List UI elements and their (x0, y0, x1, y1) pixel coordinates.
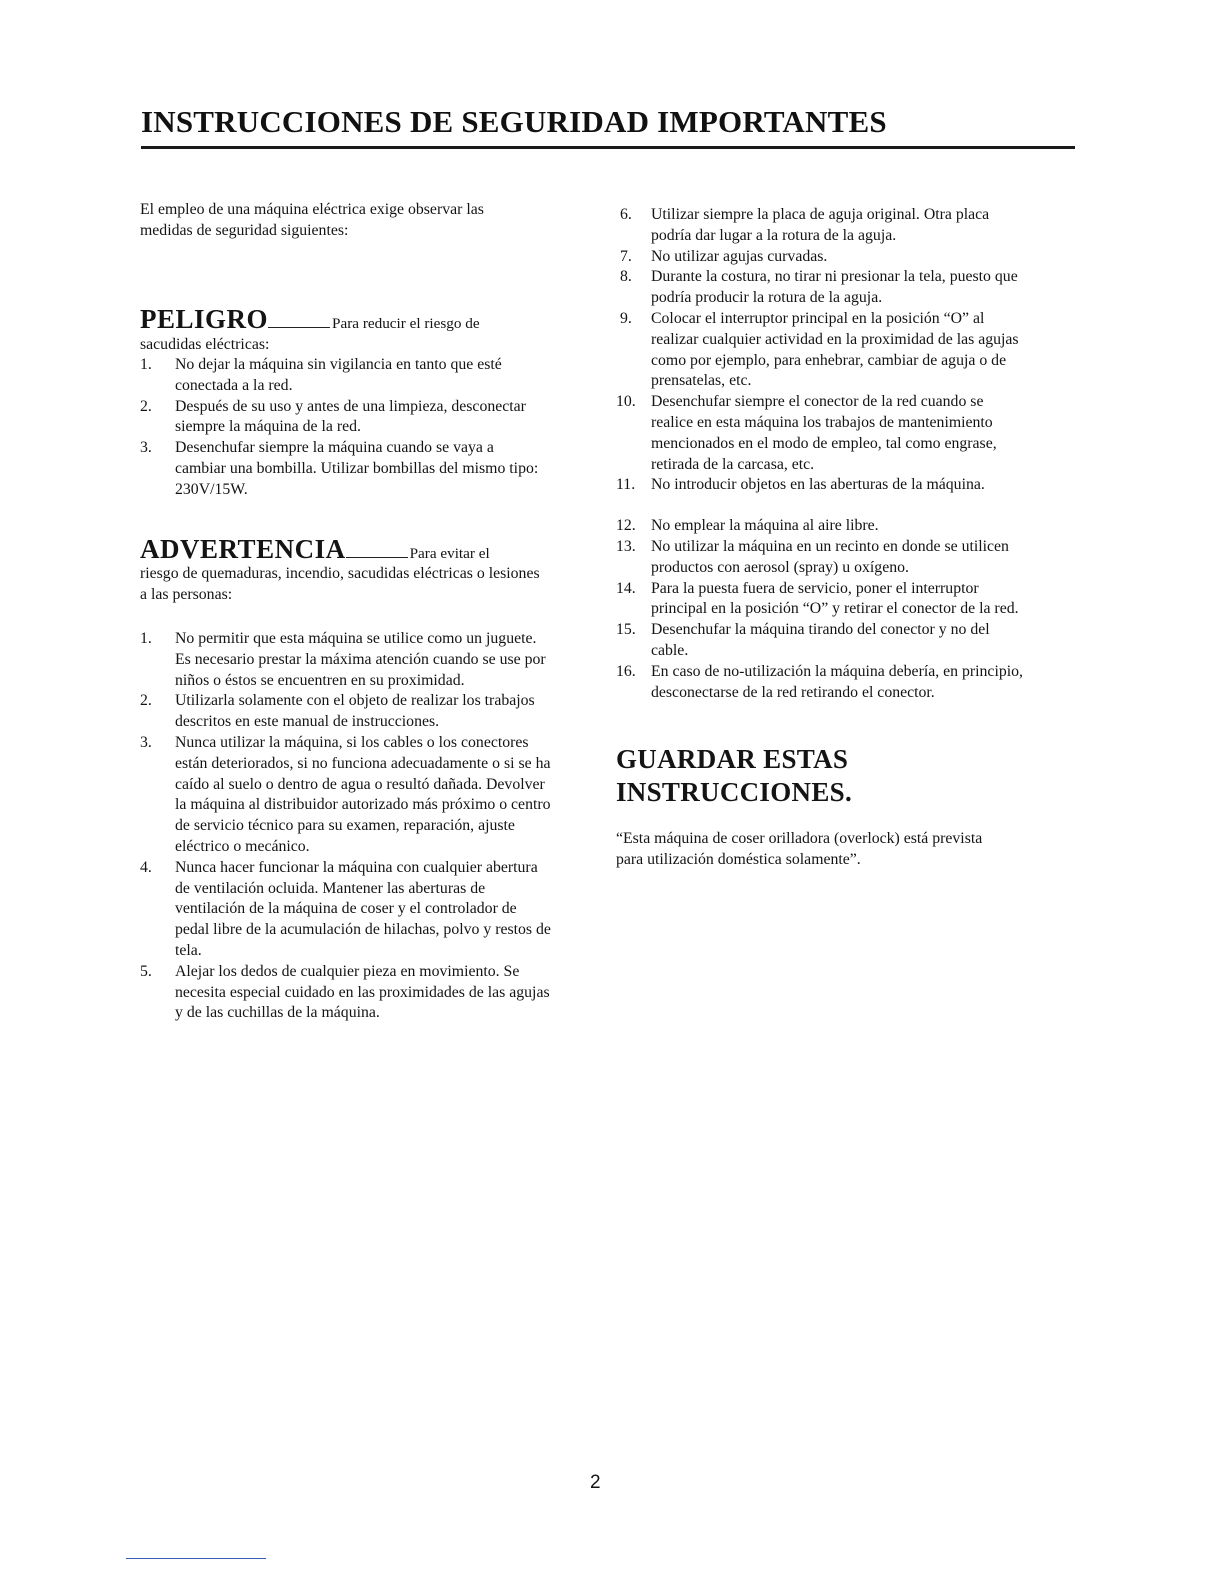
list-item: 2. Utilizarla solamente con el objeto de realizar los trabajos descritos en este manual de instrucciones. (140, 692, 535, 731)
peligro-heading (140, 305, 570, 335)
domestic-use-note: “Esta máquina de coser orilladora (overlock) está prevista para utilización doméstica solamente”. (616, 830, 983, 868)
peligro-tail: Para reducir el riesgo de (332, 315, 480, 332)
title-rule (141, 146, 1075, 149)
list-item: 14. Para la puesta fuera de servicio, poner el interruptor principal en la posición “O” y retirar el conector de la red. (616, 579, 1019, 618)
peligro-underline (268, 326, 330, 328)
list-item: 7. No utilizar agujas curvadas. (620, 247, 828, 265)
peligro-title: PELIGRO (140, 304, 269, 334)
list-item: 4. Nunca hacer funcionar la máquina con cualquier abertura de ventilación ocluida. Mantener las aberturas de ventilación de la máquina de coser y el controlador de pedal libre de la acumulación de hilachas, polvo y restos de tela. (140, 858, 551, 960)
footnote-rule (126, 1558, 266, 1559)
list-item: 1. No permitir que esta máquina se utilice como un juguete. Es necesario prestar la máxima atención cuando se use por niños o éstos se encuentren en su proximidad. (140, 630, 546, 689)
list-item: 5. Alejar los dedos de cualquier pieza en movimiento. Se necesita especial cuidado en las proximidades de las agujas y de las cuchillas de la máquina. (140, 962, 550, 1022)
right-list-a (616, 205, 1024, 496)
advertencia-tail: Para evitar el (409, 544, 490, 562)
list-item: 13. No utilizar la máquina en un recinto en donde se utilicen productos con aerosol (spray) u oxígeno. (616, 537, 1009, 576)
advertencia-list (140, 629, 552, 1024)
page-number: 2 (590, 1472, 601, 1493)
intro-paragraph: El empleo de una máquina eléctrica exige observar las medidas de seguridad siguientes: (140, 201, 484, 239)
left-column (140, 200, 570, 1024)
list-item: 16. En caso de no-utilización la máquina debería, en principio, desconectarse de la red retirando el conector. (616, 662, 1023, 701)
advertencia-heading (140, 535, 570, 565)
list-item: 11. No introducir objetos en las aberturas de la máquina. (616, 476, 985, 494)
advertencia-title: ADVERTENCIA (140, 533, 346, 564)
list-item: 8. Durante la costura, no tirar ni presionar la tela, puesto que podría producir la rotura de la aguja. (620, 268, 1018, 307)
list-item: 9. Colocar el interruptor principal en la posición “O” al realizar cualquier actividad en la proximidad de las agujas como por ejemplo, para enhebrar, cambiar de aguja o de prensatelas, etc. (620, 309, 1019, 390)
list-item: 15. Desenchufar la máquina tirando del conector y no del cable. (616, 621, 990, 659)
peligro-list (140, 355, 540, 501)
guardar-heading-line2: INSTRUCCIONES. (616, 777, 853, 808)
advertencia-continuation: riesgo de quemaduras, incendio, sacudidas eléctricas o lesiones a las personas: (140, 565, 540, 603)
list-item: 6. Utilizar siempre la placa de aguja original. Otra placa podría dar lugar a la rotura de la aguja. (620, 206, 990, 244)
list-item: 2. Después de su uso y antes de una limpieza, desconectar siempre la máquina de la red. (140, 397, 526, 436)
right-list-b (616, 516, 1024, 703)
page-title: INSTRUCCIONES DE SEGURIDAD IMPORTANTES (141, 104, 887, 139)
guardar-heading-line1: GUARDAR ESTAS (616, 744, 849, 775)
peligro-continuation: sacudidas eléctricas: (140, 335, 270, 353)
advertencia-underline (346, 556, 408, 558)
list-item: 3. Desenchufar siempre la máquina cuando se vaya a cambiar una bombilla. Utilizar bombillas del mismo tipo: 230V/15W. (140, 439, 539, 498)
list-item: 3. Nunca utilizar la máquina, si los cables o los conectores están deteriorados, si no funciona adecuadamente o si se ha caído al suelo o dentro de agua o resultó dañada. Devolver la máquina al distribuidor autorizado más próximo o centro de servicio técnico para su examen, reparación, ajuste eléctrico o mecánico. (140, 734, 551, 856)
list-item: 10. Desenchufar siempre el conector de la red cuando se realice en esta máquina los trabajos de mantenimiento mencionados en el modo de empleo, tal como engrase, retirada de la carcasa, etc. (616, 393, 997, 473)
list-item: 1. No dejar la máquina sin vigilancia en tanto que esté conectada a la red. (140, 356, 502, 394)
right-column (616, 205, 1046, 870)
list-item: 12. No emplear la máquina al aire libre. (616, 517, 879, 535)
